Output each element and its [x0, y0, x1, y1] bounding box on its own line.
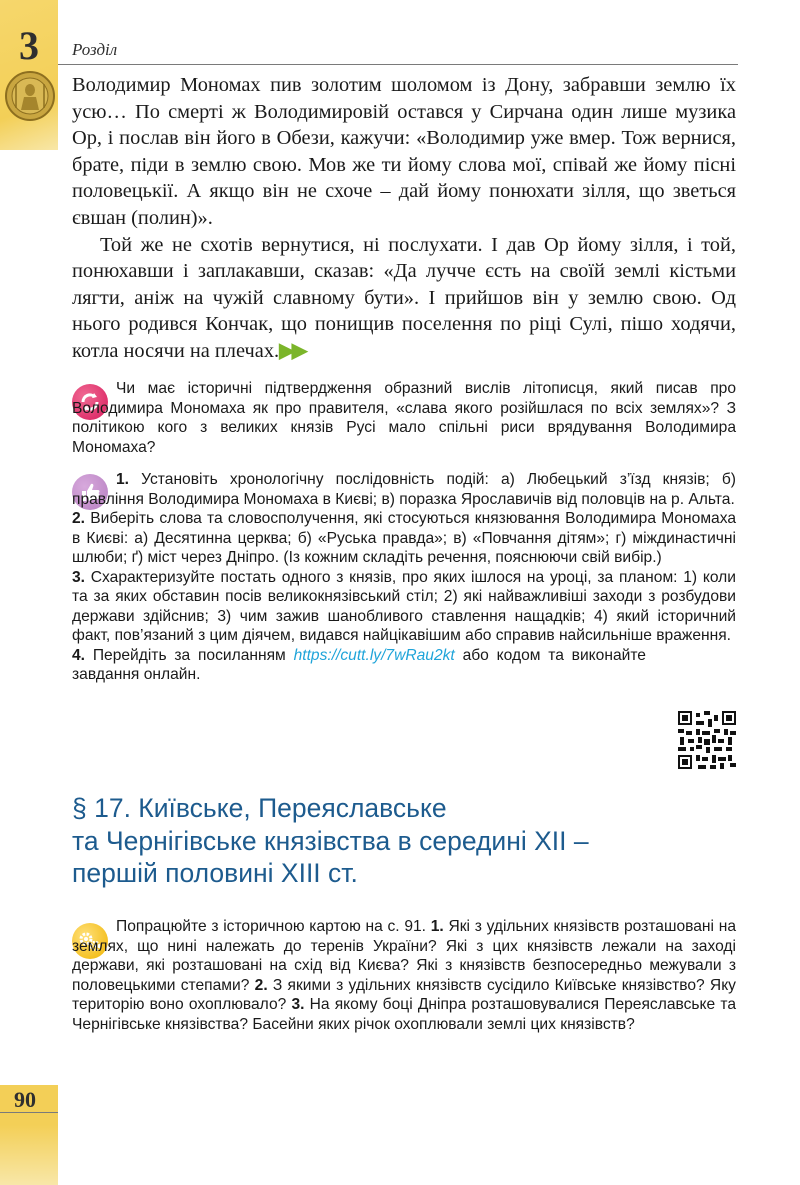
task-2: [72, 509, 736, 568]
task-3: [72, 568, 736, 646]
narrative-paragraph-2: [72, 232, 736, 365]
map-task-question-1: Які з удільних князівств розташовані на землях, що нині належать до теренів України? Які з цих князівств лежали на заході держави, які розташовані на схід від Києва? Які з князівств безпосередньо межували з половецькими степами?: [72, 918, 736, 994]
task-4-text-before: Перейдіть за посиланням: [92, 646, 286, 664]
task-3-number: 3.: [72, 568, 86, 586]
tasks-list: [72, 470, 736, 685]
chapter-label: Розділ: [72, 40, 118, 59]
qr-code-icon[interactable]: [678, 711, 736, 769]
section-title-line-2: та Чернігівське князівства в середині XII –: [72, 825, 589, 856]
map-task-number-3: 3.: [291, 996, 305, 1013]
task-4-link[interactable]: https://cutt.ly/7wRau2kt: [293, 646, 455, 664]
map-task-question-2: З якими з удільних князівств сусідило Київське князівство? Яку територію воно охоплювало?: [72, 976, 736, 1013]
section-title-line-3: першій половині XIII ст.: [72, 858, 358, 888]
narrative-text: [72, 72, 736, 365]
section-title: [72, 792, 712, 890]
task-4-text-after: або кодом та виконайте завдання онлайн.: [72, 646, 646, 683]
header-divider: [58, 64, 738, 65]
map-task-text: [72, 917, 736, 1034]
map-task-question-3: На якому боці Дніпра розташовувалися Переяславське та Чернігівське князівства? Басейни яких річок охоплювали землі цих князівств?: [72, 996, 736, 1033]
task-2-text: Виберіть слова та словосполучення, які стосуються князювання Володимира Мономаха в Києві: а) Десятинна церква; б) «Руська правда»; в) «Повчання дітям»; г) міждинастичні шлюби; ґ) міст через Дніпро. (Із кожним складіть речення, пояснюючи свій вибір.): [72, 510, 737, 566]
task-2-number: 2.: [72, 510, 86, 527]
continue-arrows-icon: ▶▶: [279, 339, 305, 362]
task-1-number: 1.: [116, 471, 130, 488]
narrative-paragraph-1: Володимир Мономах пив золотим шоломом із Дону, забравши землю їх усю… По смерті ж Володимировій остався у Сирчана один лише музика Ор, і послав він його в Обези, кажучи: «Володимир уже вмер. Тож вернися, брате, піди в землю свою. Мов же ти йому слова мої, співай же йому пісні половецькії. А якщо він не схоче – дай йому понюхати зілля, що зветься євшан (полин)».: [72, 74, 736, 229]
map-task-number-2: 2.: [254, 976, 268, 994]
map-task-intro: Попрацюйте з історичною картою на с. 91.: [116, 918, 427, 935]
task-3-text: Схарактеризуйте постать одного з князів, про яких ішлося на уроці, за планом: 1) коли та за яких обставин посів великокнязівський стіл; 2) які найважливіші заходи з розбудови держави здійснив; 3) чим зажив шанобливого ставлення нащадків; 4) який історичний факт, пов’язаний з цим діячем, видався найцікавішим або справив найсильніше враження.: [72, 568, 736, 644]
page-number: 90: [14, 1087, 36, 1112]
chapter-number: 3: [19, 23, 39, 68]
section-title-line-1: § 17. Київське, Переяславське: [72, 793, 447, 823]
task-1: [72, 470, 736, 509]
footer-divider: [0, 1112, 58, 1113]
task-4-number: 4.: [72, 646, 86, 664]
coin-icon: [4, 70, 56, 122]
map-task: [72, 917, 736, 1034]
map-task-number-1: 1.: [430, 918, 444, 935]
discussion-question-text: Чи має історичні підтвердження образний вислів літописця, який писав про Володимира Мономаха як про правителя, «слава якого розійшлася по всіх землях»? З політикою кого з великих князів Русі мало спільні риси врядування Володимира Мономаха?: [72, 380, 736, 456]
task-1-text: Установіть хронологічну послідовність подій: а) Любецький з’їзд князів; б) правління Володимира Мономаха в Києві; в) поразка Ярославичів від половців на р. Альта.: [72, 471, 736, 508]
discussion-question: [72, 379, 736, 457]
narrative-paragraph-2-text: Той же не схотів вернутися, ні послухати. І дав Ор йому зілля, і той, понюхавши і заплакавши, сказав: «Да лучче єсть на своїй землі кістьми лягти, аніж на чужій славному бути». І прийшов він у землю свою. Од нього родився Кончак, що понищив поселення по ріці Сулі, пішо ходячи, котла носячи на плечах.: [72, 233, 736, 362]
task-4: [72, 646, 736, 685]
